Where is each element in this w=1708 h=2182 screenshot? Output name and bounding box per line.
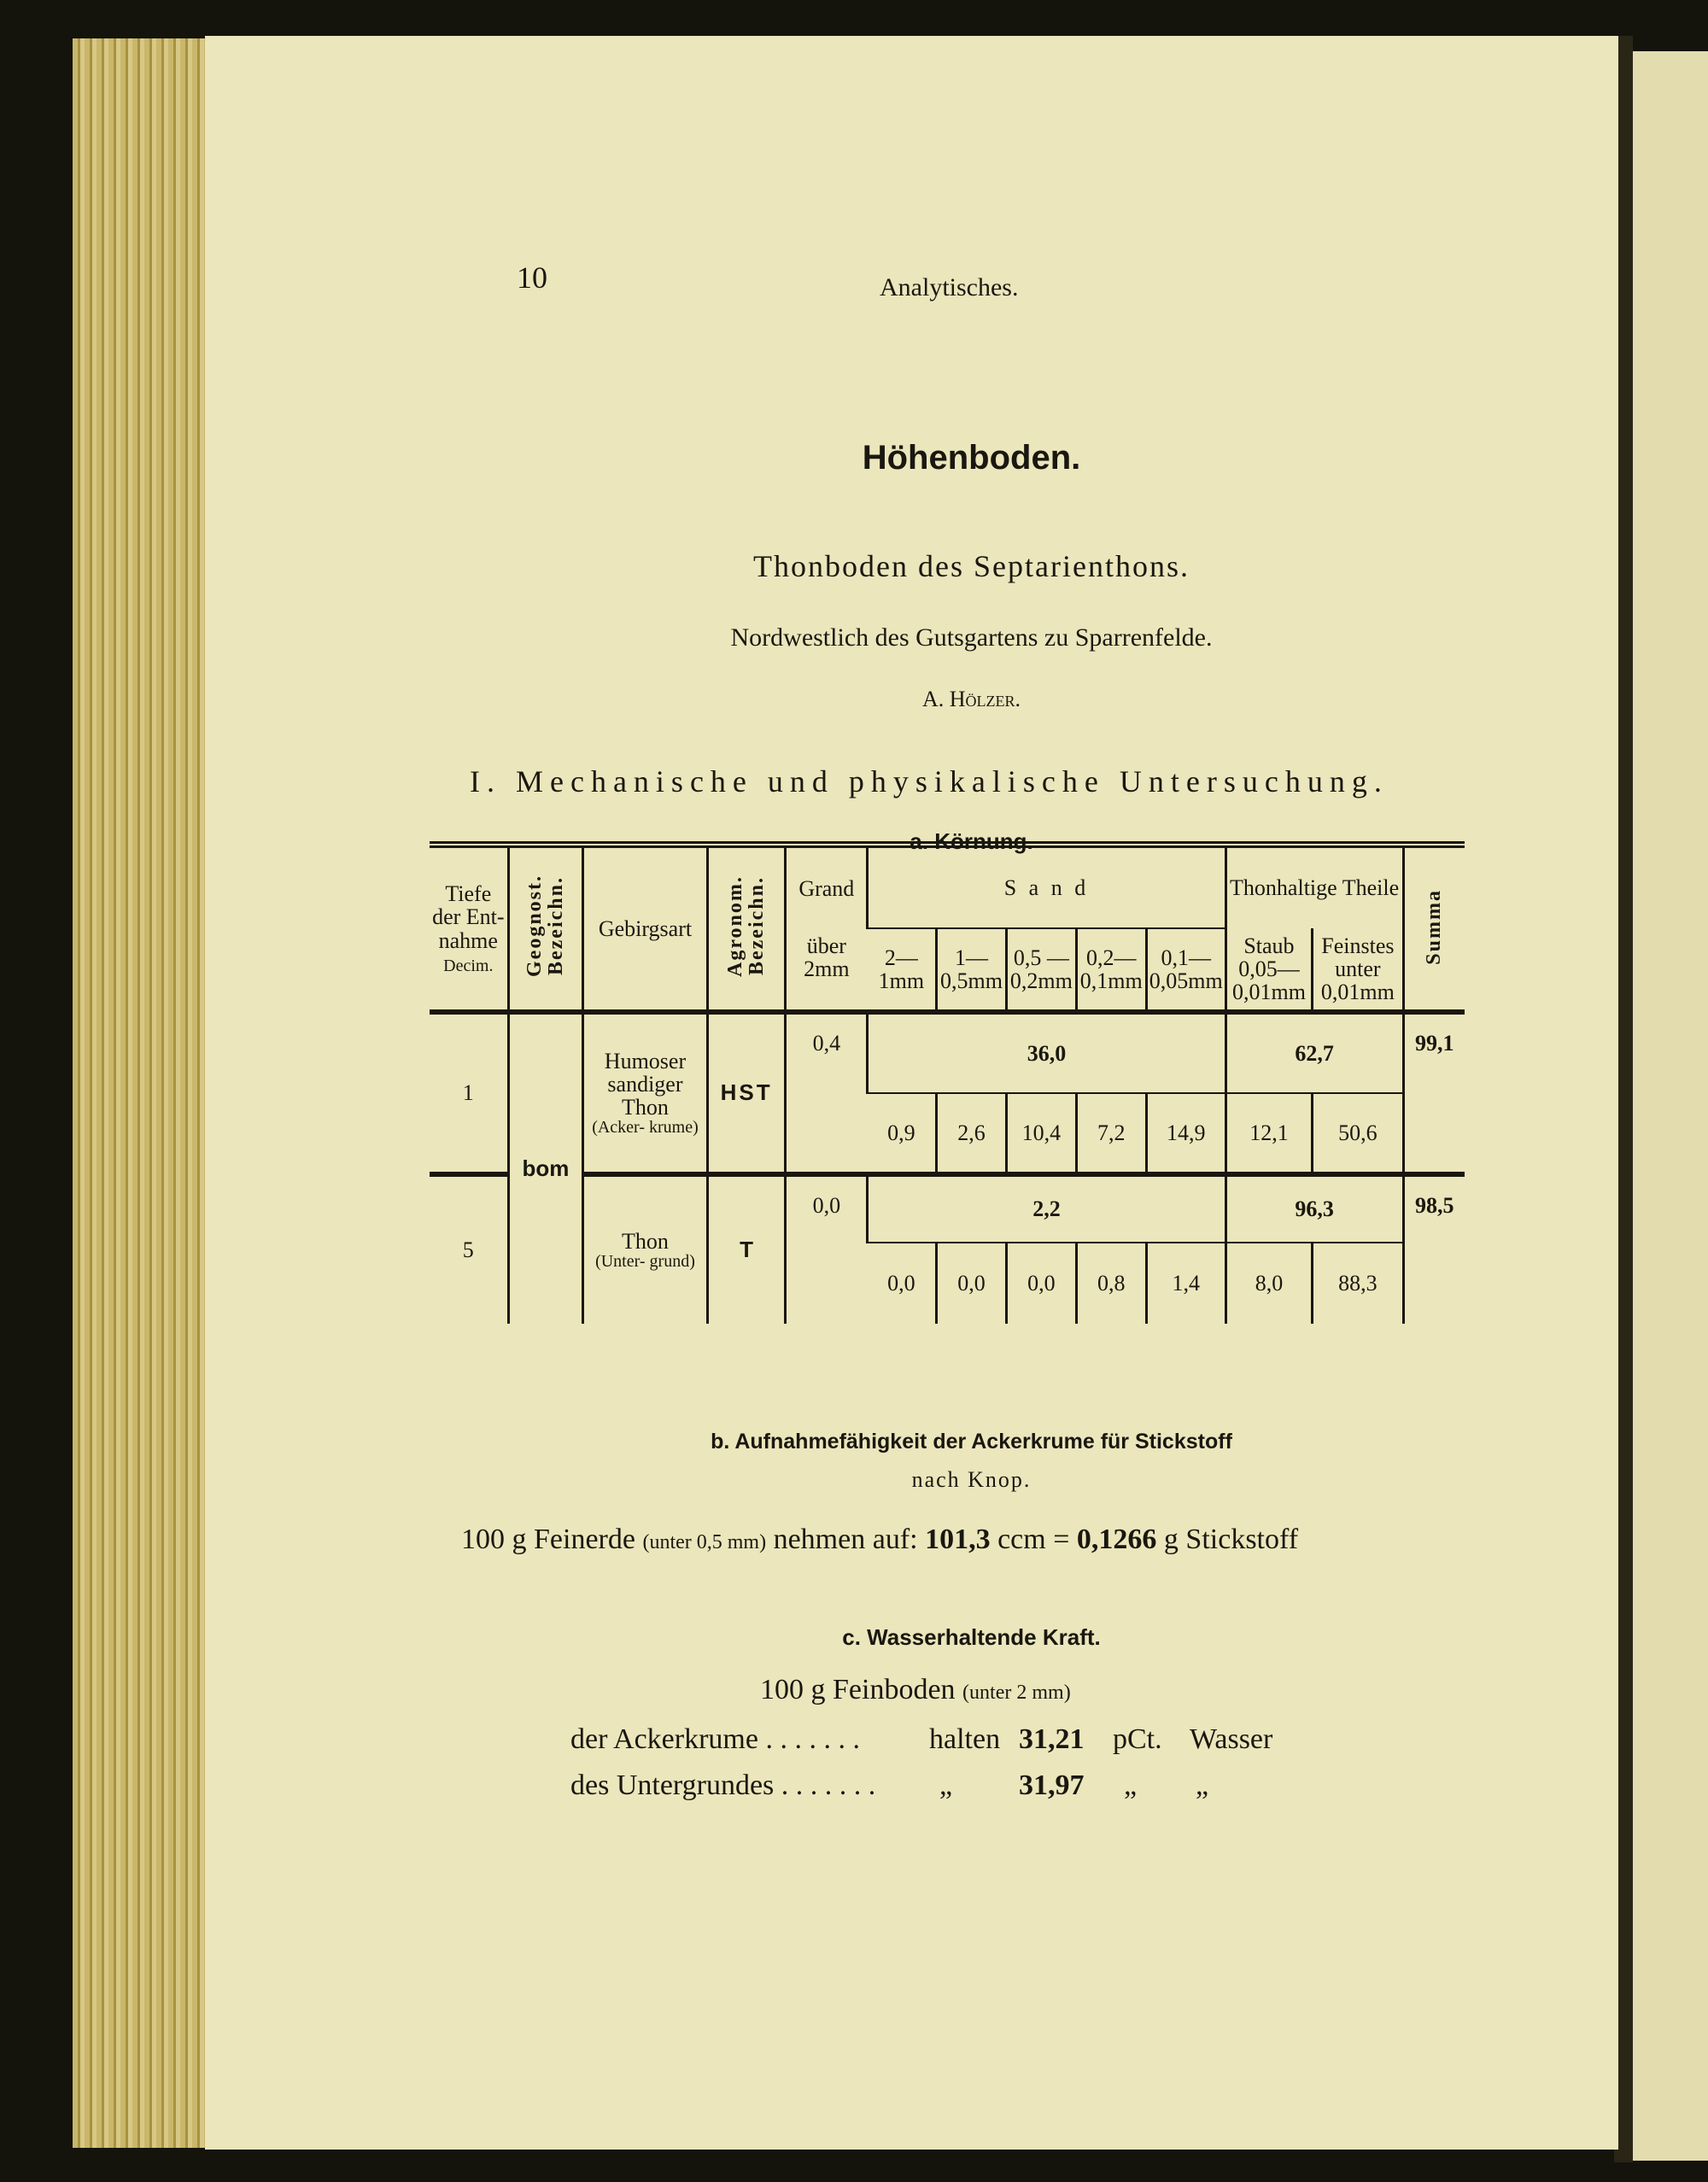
cell-sand-total: 36,0: [868, 1012, 1225, 1093]
wasser-row: [570, 1770, 1510, 1802]
header-sand: S a n d: [868, 845, 1225, 928]
cell-summa: 98,5: [1403, 1174, 1465, 1324]
book-page-edges: [73, 38, 209, 2148]
header-sand-col: 2— 1mm: [868, 928, 937, 1012]
header-decim: Decim.: [443, 956, 494, 975]
cell-value: 0,8: [1076, 1243, 1146, 1324]
feinboden-size: (unter 2 mm): [962, 1682, 1071, 1704]
header-thonhaltige: Thonhaltige Theile: [1225, 845, 1403, 928]
cell-value: 2,6: [937, 1093, 1007, 1174]
cell-gebirgsart-note: (Unter- grund): [595, 1252, 695, 1272]
cell-grand: 0,0: [786, 1174, 868, 1324]
cell-gebirgsart: Thon: [622, 1228, 669, 1254]
header-sand-col: 0,5 — 0,2mm: [1006, 928, 1076, 1012]
wasser-label: der Ackerkrume . . . . . . .: [570, 1723, 860, 1755]
wasser-what: Wasser: [1190, 1723, 1273, 1755]
section-b-heading: b. Aufnahmefähigkeit der Ackerkrume für Stickstoff: [711, 1430, 1232, 1454]
header-sand-col: 0,1— 0,05mm: [1146, 928, 1225, 1012]
cell-value: 7,2: [1076, 1093, 1146, 1174]
table-row: [430, 1174, 1465, 1243]
stickstoff-line: [461, 1524, 1298, 1556]
wasser-value: 31,21: [1019, 1723, 1085, 1755]
header-geognost: Geognost. Bezeichn.: [523, 875, 567, 978]
header-agronom: Agronom. Bezeichn.: [723, 875, 769, 978]
stickstoff-unit: g Stickstoff: [1163, 1524, 1299, 1555]
cell-gebirgsart: Humoser sandiger Thon: [604, 1048, 687, 1120]
wasser-value: 31,97: [1019, 1770, 1085, 1801]
cell-value: 88,3: [1313, 1243, 1403, 1324]
cell-tiefe: 1: [462, 1080, 474, 1106]
cell-value: 0,9: [887, 1120, 915, 1145]
book-page: [205, 36, 1618, 2150]
cell-value: 8,0: [1225, 1243, 1313, 1324]
table-row: [430, 1012, 1465, 1093]
cell-geognost: bom: [508, 1012, 583, 1324]
wasser-label: des Untergrundes . . . . . . .: [570, 1770, 876, 1801]
cell-summa: 99,1: [1403, 1012, 1465, 1174]
header-sand-col: 0,2— 0,1mm: [1076, 928, 1146, 1012]
cell-gebirgsart-note: (Acker- krume): [592, 1118, 699, 1138]
wasser-unit: pCt.: [1113, 1723, 1162, 1755]
feinboden-label: 100 g Feinboden: [760, 1674, 956, 1705]
cell-agronom: HST: [707, 1012, 786, 1174]
header-staub: Staub 0,05— 0,01mm: [1225, 928, 1313, 1012]
header-feinstes: Feinstes unter 0,01mm: [1313, 928, 1403, 1012]
ccm-unit: ccm: [997, 1524, 1046, 1555]
cell-sand-total: 2,2: [868, 1174, 1225, 1243]
equals: =: [1053, 1524, 1070, 1555]
koernung-table: [430, 841, 1465, 1324]
header-gebirgsart: Gebirgsart: [583, 845, 707, 1012]
wasser-what: „: [1196, 1770, 1209, 1801]
cell-value: 12,1: [1225, 1093, 1313, 1174]
subtitle: Thonboden des Septarienthons.: [753, 549, 1190, 583]
cell-value: 14,9: [1146, 1093, 1225, 1174]
feinerde-size: (unter 0,5 mm): [642, 1531, 767, 1553]
section-c-heading: c. Wasserhaltende Kraft.: [842, 1624, 1101, 1650]
header-tiefe: Tiefe der Ent- nahme: [432, 880, 505, 953]
header-summa: Summa: [1423, 888, 1446, 965]
feinerde-label: 100 g Feinerde: [461, 1524, 635, 1555]
cell-value: 0,0: [1006, 1243, 1076, 1324]
cell-value: 50,6: [1313, 1093, 1403, 1174]
ccm-value: 101,3: [925, 1524, 991, 1555]
page-number: 10: [517, 260, 547, 295]
cell-grand: 0,4: [786, 1012, 868, 1174]
wasser-unit: „: [1124, 1770, 1138, 1801]
wasser-verb: halten: [929, 1723, 1001, 1755]
section-b-sub: nach Knop.: [911, 1467, 1032, 1492]
cell-value: 10,4: [1006, 1093, 1076, 1174]
facing-page: [1633, 51, 1708, 2161]
header-grand-sub: über 2mm: [804, 933, 850, 982]
cell-agronom: T: [707, 1174, 786, 1324]
cell-value: 0,0: [887, 1271, 915, 1296]
section-a-heading: a. Körnung.: [910, 828, 1033, 854]
nehmen-auf: nehmen auf:: [773, 1524, 918, 1555]
cell-thon-total: 96,3: [1225, 1174, 1403, 1243]
cell-tiefe: 5: [462, 1237, 474, 1263]
wasser-row: [570, 1723, 1510, 1756]
author: A. Hölzer.: [921, 687, 1021, 711]
cell-thon-total: 62,7: [1225, 1012, 1403, 1093]
header-sand-col: 1— 0,5mm: [937, 928, 1007, 1012]
cell-value: 0,0: [937, 1243, 1007, 1324]
stickstoff-value: 0,1266: [1076, 1524, 1157, 1555]
feinboden-line: [760, 1674, 1071, 1706]
cell-value: 1,4: [1146, 1243, 1225, 1324]
location: Nordwestlich des Gutsgartens zu Sparrenfelde.: [730, 623, 1213, 652]
wasser-verb: „: [939, 1770, 953, 1801]
page-title: Höhenboden.: [862, 439, 1081, 477]
header-grand: Grand: [798, 875, 855, 901]
section-I-heading: I. Mechanische und physikalische Untersuchung.: [470, 764, 1389, 799]
running-title: Analytisches.: [880, 273, 1019, 301]
